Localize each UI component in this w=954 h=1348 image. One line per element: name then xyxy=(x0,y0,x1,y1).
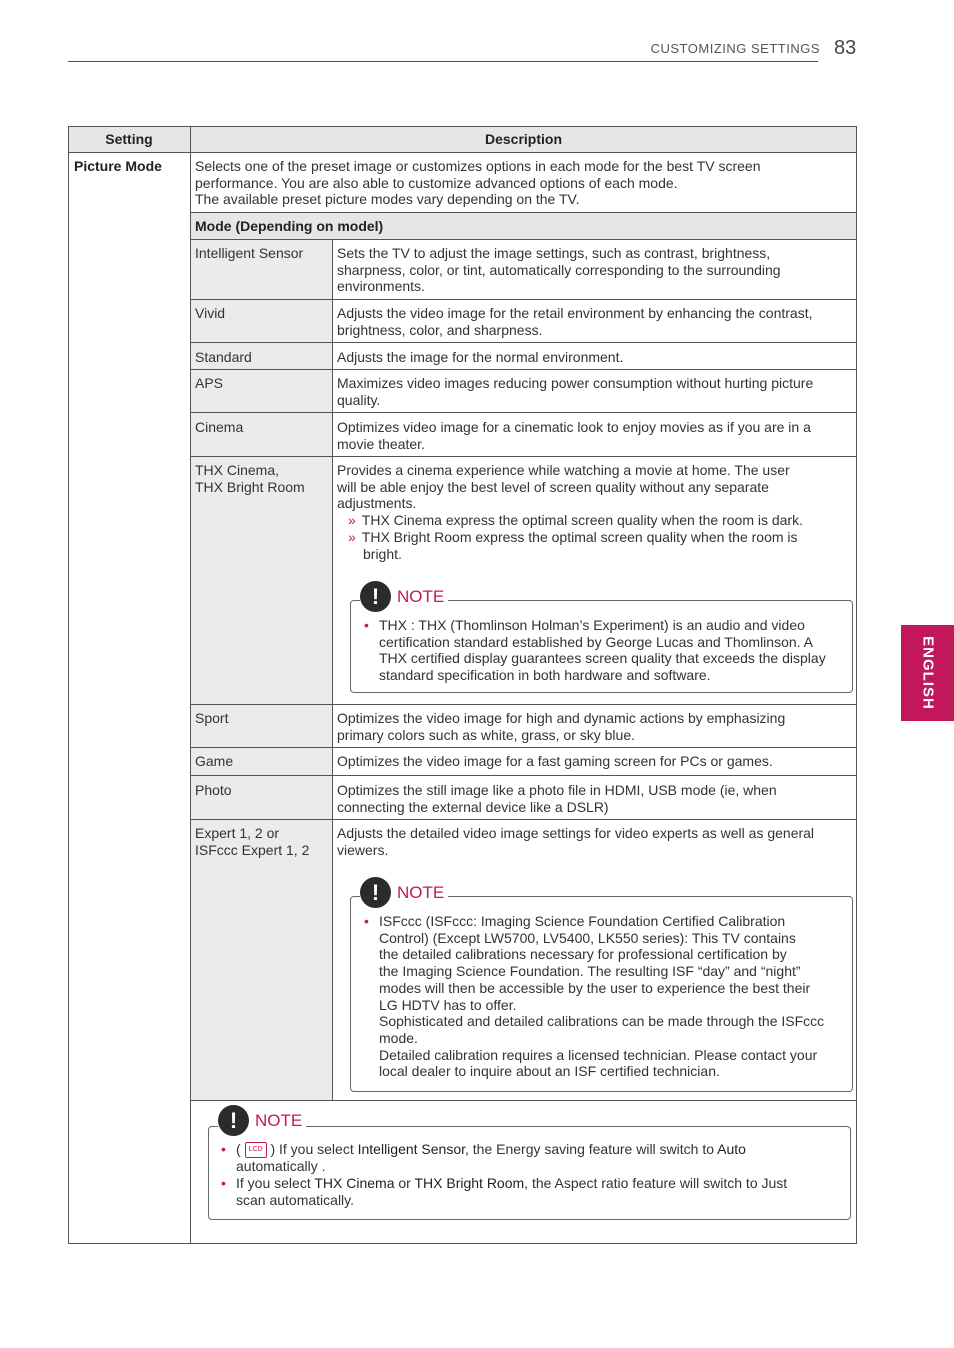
note-bullet: • THX : THX (Thomlinson Holman’s Experiment) is an audio and video certification standard established by George Lucas and Thomlinson. A THX certified display guarantees screen quality that exceeds the display standard specification in both hardware and software. xyxy=(364,617,850,684)
note-label xyxy=(218,1105,306,1136)
setting-intro xyxy=(195,158,761,208)
mode-description xyxy=(337,825,814,858)
mode-name xyxy=(195,462,305,495)
mode-name-line: Expert 1, 2 or xyxy=(195,825,280,841)
mode-name xyxy=(195,825,309,858)
mode-name: Standard xyxy=(195,349,252,365)
sub-item: » THX Bright Room express the optimal screen quality when the room is bright. xyxy=(348,528,798,562)
note-title: NOTE xyxy=(255,1110,303,1130)
desc-line: primary colors such as white, grass, or sky blue. xyxy=(337,726,635,743)
desc-line: Adjusts the video image for the retail environment by enhancing the contrast, xyxy=(337,305,813,321)
mode-header: Mode (Depending on model) xyxy=(195,218,384,234)
exclamation-icon: ! xyxy=(360,581,391,612)
note-bullet: • If you select THX Cinema or THX Bright Room, the Aspect ratio feature will switch to Just scan automatically. xyxy=(221,1175,841,1208)
mode-description xyxy=(337,782,777,815)
language-tab-label: ENGLISH xyxy=(919,636,936,710)
intro-line: The available preset picture modes vary depending on the TV. xyxy=(195,191,580,208)
column-header-setting: Setting xyxy=(105,131,153,147)
divider xyxy=(190,1100,857,1101)
mode-name: Vivid xyxy=(195,305,226,321)
language-tab[interactable] xyxy=(901,625,954,721)
desc-line: Provides a cinema experience while watching a movie at home. The user xyxy=(337,462,790,478)
intro-line: performance. You are also able to customize advanced options of each mode. xyxy=(195,174,678,191)
desc-line: environments. xyxy=(337,278,425,295)
note-title: NOTE xyxy=(397,586,445,606)
desc-line: Optimizes the still image like a photo file in HDMI, USB mode (ie, when xyxy=(337,782,777,798)
desc-line: Adjusts the detailed video image settings for video experts as well as general xyxy=(337,825,815,841)
note-body xyxy=(364,617,850,684)
sub-item: » THX Cinema express the optimal screen quality when the room is dark. xyxy=(348,512,803,529)
mode-name: Sport xyxy=(195,710,229,726)
intro-line: Selects one of the preset image or customizes options in each mode for the best TV screen xyxy=(195,158,761,174)
desc-line: sharpness, color, or tint, automatically corresponding to the surrounding xyxy=(337,261,781,278)
divider xyxy=(190,412,857,413)
mode-name: Cinema xyxy=(195,419,244,435)
divider xyxy=(190,299,857,300)
mode-description xyxy=(337,305,813,338)
column-header-description: Description xyxy=(484,131,562,147)
mode-description xyxy=(337,462,853,562)
desc-line: movie theater. xyxy=(337,435,425,452)
note-label xyxy=(360,581,448,612)
chevron-icon: » xyxy=(348,512,356,529)
desc-line: will be able enjoy the best level of screen quality without any separate xyxy=(337,478,769,495)
desc-line: Optimizes video image for a cinematic look to enjoy movies as if you are in a xyxy=(337,419,811,435)
note-title: NOTE xyxy=(397,882,445,902)
divider xyxy=(190,747,857,748)
note-label xyxy=(360,877,448,908)
section-title: CUSTOMIZING SETTINGS xyxy=(650,41,820,56)
desc-line: Sets the TV to adjust the image settings, such as contrast, brightness, xyxy=(337,245,771,261)
desc-line: Maximizes video images reducing power consumption without hurting picture xyxy=(337,375,814,391)
mode-name-line: ISFccc Expert 1, 2 xyxy=(195,841,310,858)
mode-description xyxy=(337,710,785,743)
divider xyxy=(190,342,857,343)
desc-line: Optimizes the video image for high and dynamic actions by emphasizing xyxy=(337,710,786,726)
mode-name-line: THX Bright Room xyxy=(195,478,305,495)
divider xyxy=(190,456,857,457)
lcd-tv-icon: LCD xyxy=(245,1142,267,1158)
exclamation-icon: ! xyxy=(218,1105,249,1136)
chevron-icon: » xyxy=(348,528,356,545)
divider xyxy=(190,819,857,820)
note-bullet: • ISFccc (ISFccc: Imaging Science Foundation Certified Calibration Control) (Except LW5700, LV5400, LK550 series): This TV contains the detailed calibrations necessary for professional certification by the Imaging Science Foundation. The resulting ISF “day” and “night” modes will then be accessible by the user to experience the best their LG HDTV has to offer. Sophisticated and detailed calibrations can be made through the ISFccc mode. Detailed calibration requires a licensed technician. Please contact your local dealer to inquire about an ISF certified technician. xyxy=(364,913,850,1080)
note-body xyxy=(364,913,850,1080)
desc-line: connecting the external device like a DSLR) xyxy=(337,798,609,815)
mode-name: Game xyxy=(195,753,234,769)
exclamation-icon: ! xyxy=(360,877,391,908)
desc-line: brightness, color, and sharpness. xyxy=(337,321,543,338)
divider xyxy=(68,152,857,153)
divider xyxy=(190,775,857,776)
mode-name: Intelligent Sensor xyxy=(195,245,304,261)
mode-description xyxy=(337,245,781,295)
divider xyxy=(190,369,857,370)
mode-name-line: THX Cinema, xyxy=(195,462,280,478)
note-bullet: • ( LCD ) If you select Intelligent Sensor, the Energy saving feature will switch to Auto automatically . xyxy=(221,1141,841,1175)
mode-description: Adjusts the image for the normal environment. xyxy=(337,349,624,365)
header-rule xyxy=(68,61,818,62)
divider xyxy=(190,704,857,705)
setting-name: Picture Mode xyxy=(74,158,162,174)
page-number: 83 xyxy=(834,37,857,59)
mode-description xyxy=(337,419,811,452)
mode-name: APS xyxy=(195,375,224,391)
desc-line: viewers. xyxy=(337,841,389,858)
desc-line: quality. xyxy=(337,391,381,408)
mode-description: Optimizes the video image for a fast gaming screen for PCs or games. xyxy=(337,753,773,769)
desc-line: adjustments. xyxy=(337,495,417,512)
mode-name: Photo xyxy=(195,782,232,798)
bottom-note-body xyxy=(221,1141,841,1208)
mode-description xyxy=(337,375,813,408)
